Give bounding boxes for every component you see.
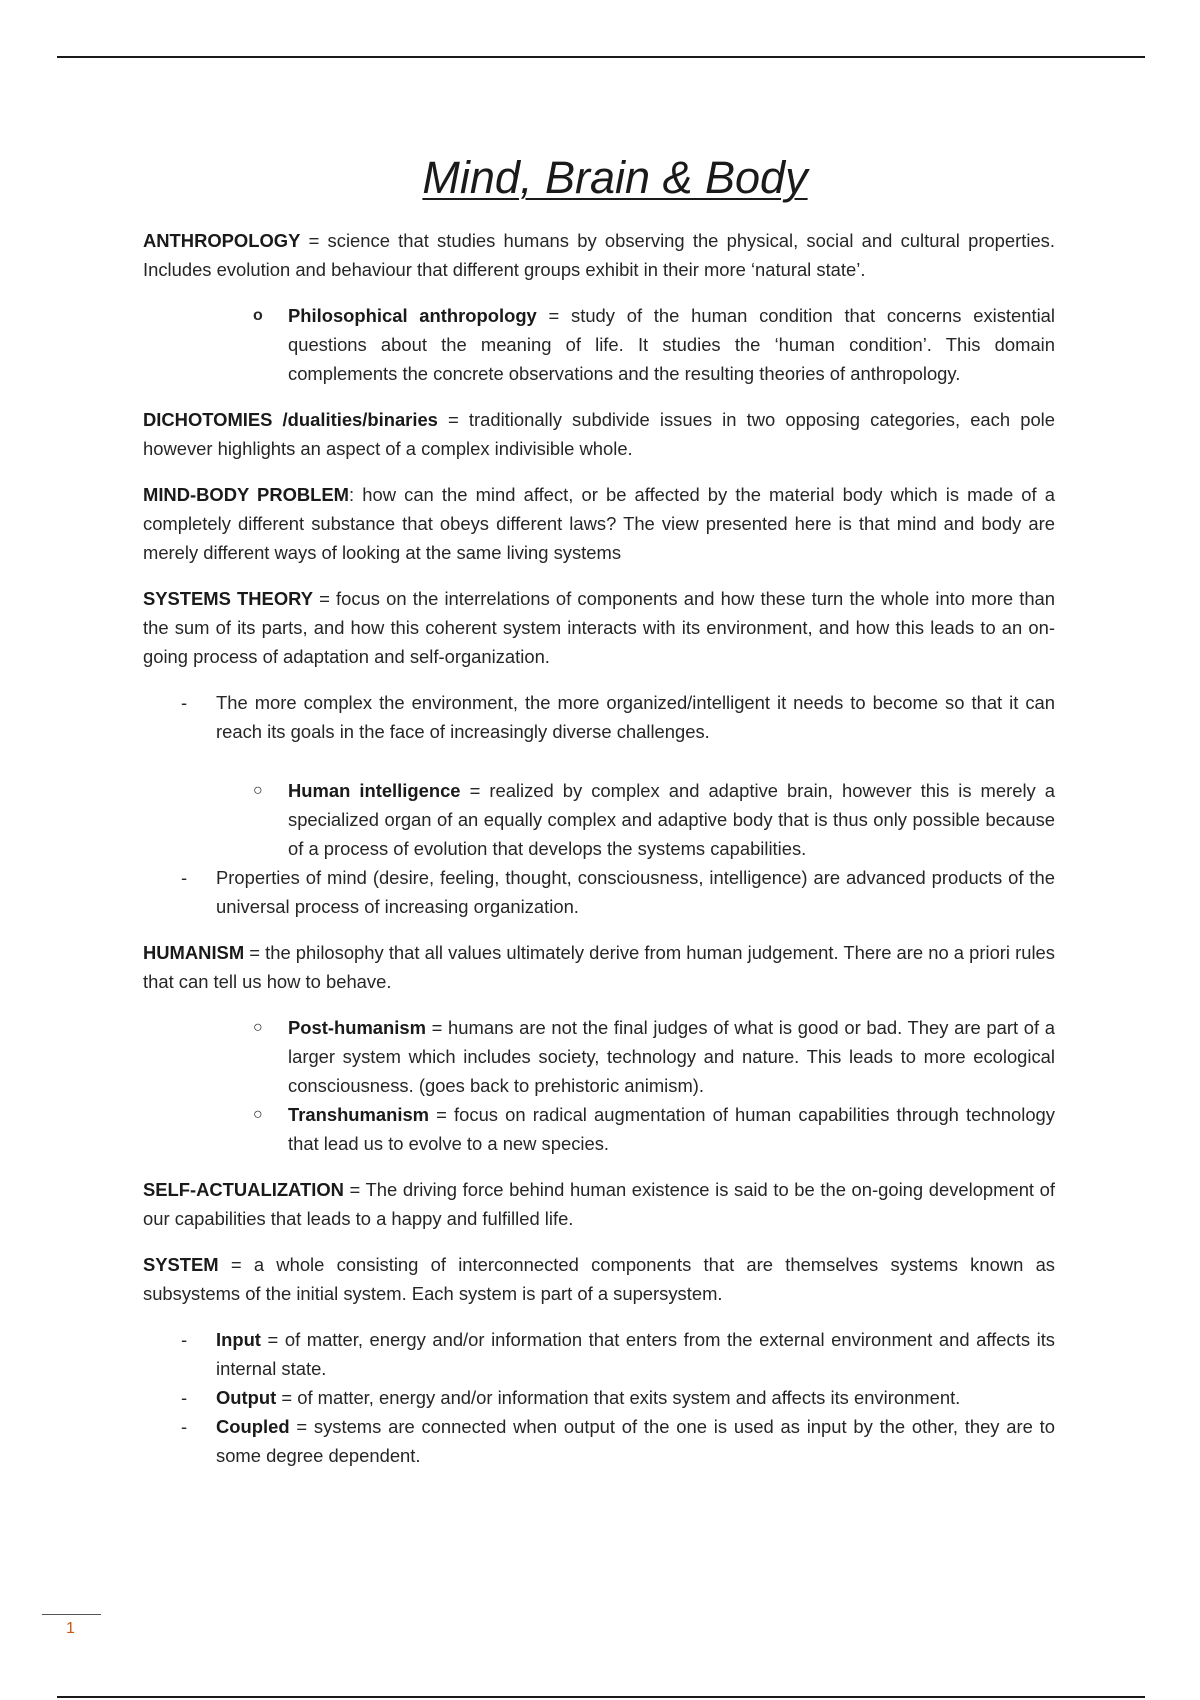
list-item-input: - Input = of matter, energy and/or information that enters from the external environment and affects its internal state.	[143, 1325, 1055, 1383]
circle-bullet-icon: o	[253, 307, 263, 324]
footer-edge-rule	[57, 1696, 1145, 1698]
list-item-output: - Output = of matter, energy and/or information that exits system and affects its environment.	[143, 1383, 1055, 1412]
subitem-human-intelligence: ○ Human intelligence = realized by complex and adaptive brain, however this is merely a specialized organ of an equally complex and adaptive body that is thus only possible because of a process of evolution that develops the systems capabilities.	[143, 776, 1055, 863]
dash-bullet-icon: -	[181, 1329, 188, 1350]
list-item-properties-of-mind: - Properties of mind (desire, feeling, thought, consciousness, intelligence) are advanced products of the universal process of increasing organization.	[143, 863, 1055, 921]
page-number: 1	[66, 1620, 75, 1637]
circle-bullet-icon: ○	[253, 782, 263, 799]
header-rule	[57, 56, 1145, 58]
definition-mind-body-problem: MIND-BODY PROBLEM: how can the mind affect, or be affected by the material body which is made of a completely different substance that obeys different laws? The view presented here is that mind and body are merely different ways of looking at the same living systems	[143, 484, 1055, 563]
definition-humanism: HUMANISM = the philosophy that all values ultimately derive from human judgement. There are no a priori rules that can tell us how to behave.	[143, 942, 1055, 992]
list-item-complex-environment: - The more complex the environment, the more organized/intelligent it needs to become so that it can reach its goals in the face of increasingly diverse challenges.	[143, 688, 1055, 746]
dash-bullet-icon: -	[181, 1416, 188, 1437]
circle-bullet-icon: ○	[253, 1019, 263, 1036]
list-item-coupled: - Coupled = systems are connected when output of the one is used as input by the other, they are to some degree dependent.	[143, 1412, 1055, 1470]
document-body	[143, 226, 1055, 1470]
dash-bullet-icon: -	[181, 867, 188, 888]
subitem-transhumanism: ○ Transhumanism = focus on radical augmentation of human capabilities through technology that lead us to evolve to a new species.	[143, 1100, 1055, 1158]
dash-bullet-icon: -	[181, 1387, 188, 1408]
definition-dichotomies: DICHOTOMIES /dualities/binaries = traditionally subdivide issues in two opposing categories, each pole however highlights an aspect of a complex indivisible whole.	[143, 409, 1055, 459]
footer-rule	[42, 1614, 101, 1615]
definition-self-actualization: SELF-ACTUALIZATION = The driving force behind human existence is said to be the on-going development of our capabilities that leads to a happy and fulfilled life.	[143, 1179, 1055, 1229]
subitem-philosophical-anthropology: o Philosophical anthropology = study of the human condition that concerns existential questions about the meaning of life. It studies the ‘human condition’. This domain complements the concrete observations and the resulting theories of anthropology.	[143, 301, 1055, 388]
definition-systems-theory: SYSTEMS THEORY = focus on the interrelations of components and how these turn the whole into more than the sum of its parts, and how this coherent system interacts with its environment, and how this leads to an on-going process of adaptation and self-organization.	[143, 588, 1056, 667]
definition-system: SYSTEM = a whole consisting of interconnected components that are themselves systems known as subsystems of the initial system. Each system is part of a supersystem.	[143, 1254, 1055, 1304]
page-title: Mind, Brain & Body	[422, 152, 808, 203]
dash-bullet-icon: -	[181, 692, 188, 713]
subitem-post-humanism: ○ Post-humanism = humans are not the final judges of what is good or bad. They are part of a larger system which includes society, technology and nature. This leads to more ecological consciousness. (goes back to prehistoric animism).	[143, 1013, 1055, 1100]
definition-anthropology: ANTHROPOLOGY = science that studies humans by observing the physical, social and cultural properties. Includes evolution and behaviour that different groups exhibit in their more ‘natural state’.	[143, 230, 1055, 280]
circle-bullet-icon: ○	[253, 1106, 263, 1123]
